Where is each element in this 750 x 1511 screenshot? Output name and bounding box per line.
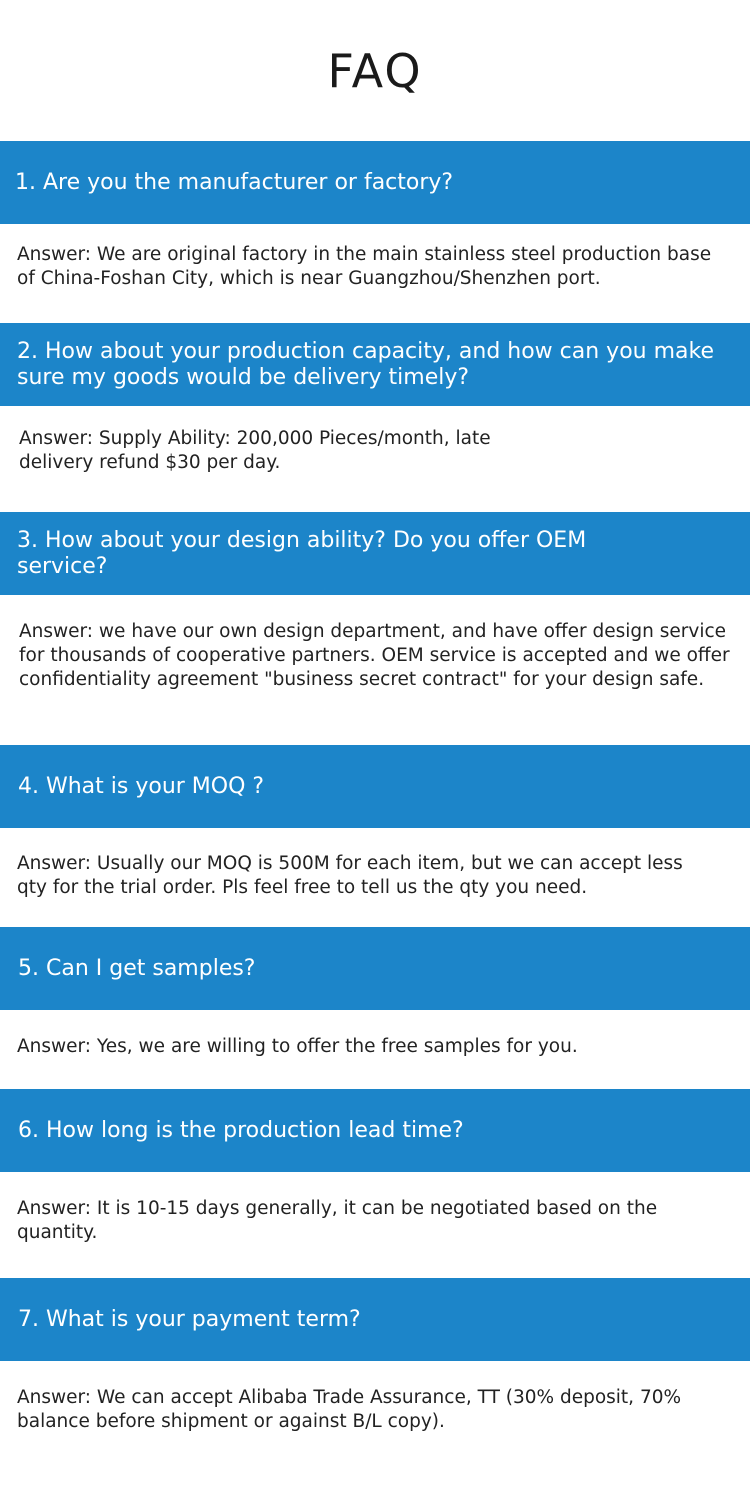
page-title: FAQ	[327, 44, 423, 98]
question-text: 2. How about your production capacity, and how can you make sure my goods would be delivery timely?	[17, 338, 714, 390]
faq-answer-1: Answer: We are original factory in the main stainless steel production base of China-Foshan City, which is near Guangzhou/Shenzhen port.	[17, 244, 712, 289]
faq-question-1	[0, 141, 750, 224]
faq-answer-5: Answer: Yes, we are willing to offer the free samples for you.	[17, 1036, 578, 1057]
question-text: 6. How long is the production lead time?	[18, 1117, 464, 1143]
faq-answer-6: Answer: It is 10-15 days generally, it can be negotiated based on the quantity.	[17, 1198, 658, 1243]
faq-answer-4: Answer: Usually our MOQ is 500M for each item, but we can accept less qty for the trial order. Pls feel free to tell us the qty you need.	[17, 853, 683, 898]
question-text: 5. Can I get samples?	[18, 955, 256, 981]
faq-question-2	[0, 323, 750, 406]
question-text: 7. What is your payment term?	[18, 1306, 361, 1332]
faq-question-7	[0, 1278, 750, 1361]
question-text: 3. How about your design ability? Do you offer OEM service?	[17, 527, 587, 579]
faq-question-5	[0, 927, 750, 1010]
faq-question-4	[0, 745, 750, 828]
faq-answer-3: Answer: we have our own design department, and have offer design service for thousands of cooperative partners. OEM service is accepted and we offer confidentiality agreement "business secret contract" for your design safe.	[19, 621, 730, 690]
faq-question-3	[0, 512, 750, 595]
faq-answer-2: Answer: Supply Ability: 200,000 Pieces/month, late delivery refund $30 per day.	[19, 428, 491, 473]
faq-question-6	[0, 1089, 750, 1172]
question-text: 4. What is your MOQ ?	[18, 773, 265, 799]
faq-answer-7: Answer: We can accept Alibaba Trade Assurance, TT (30% deposit, 70% balance before shipment or against B/L copy).	[17, 1387, 682, 1432]
question-text: 1. Are you the manufacturer or factory?	[15, 169, 454, 195]
